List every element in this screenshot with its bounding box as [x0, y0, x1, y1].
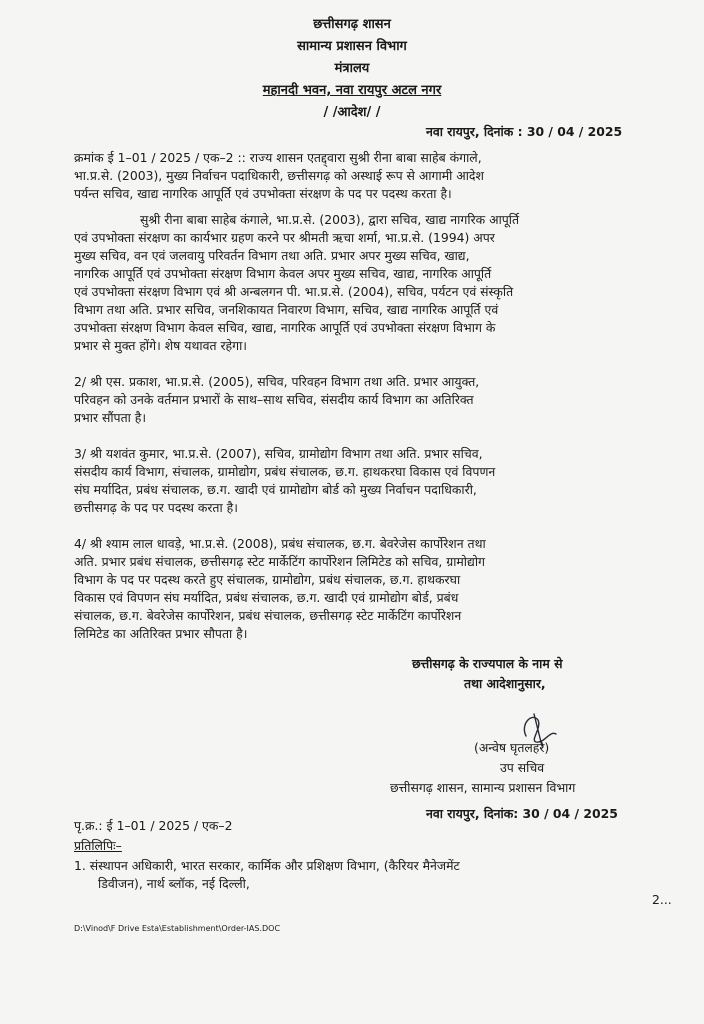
- para1-line: नागरिक आपूर्ति एवं उपभोक्ता संरक्षण विभाग केवल अपर मुख्य सचिव, खाद्य, नागरिक आपूर्ति: [74, 266, 492, 281]
- signatory-designation: उप सचिव: [500, 760, 545, 775]
- governor-order-line: छत्तीसगढ़ के राज्यपाल के नाम से: [412, 656, 563, 671]
- signatory-date: नवा रायपुर, दिनांक: 30 / 04 / 2025: [426, 806, 618, 821]
- para2-line: परिवहन को उनके वर्तमान प्रभारों के साथ–साथ सचिव, संसदीय कार्य विभाग का अतिरिक्त: [74, 392, 474, 407]
- para1-line: मुख्य सचिव, वन एवं जलवायु परिवर्तन विभाग तथा अति. प्रभार अपर मुख्य सचिव, खाद्य,: [74, 248, 470, 263]
- copy-item-line: डिवीजन), नार्थ ब्लॉक, नई दिल्ली,: [98, 876, 250, 891]
- para4-line: संचालक, छ.ग. बेवरेजेस कार्पोरेशन, प्रबंध संचालक, छत्तीसगढ़ स्टेट मार्केटिंग कार्पोरेशन: [74, 608, 462, 623]
- para3-line: संघ मर्यादित, प्रबंध संचालक, छ.ग. खादी एवं ग्रामोद्योग बोर्ड को मुख्य निर्वाचन पदाधिकारी,: [74, 482, 477, 497]
- next-page-marker: 2...: [652, 892, 672, 907]
- para1-line: क्रमांक ई 1–01 / 2025 / एक–2 :: राज्य शासन एतद्द्वारा सुश्री रीना बाबा साहेब कंगाले,: [74, 150, 482, 165]
- para1-line: एवं उपभोक्ता संरक्षण का कार्यभार ग्रहण करने पर श्रीमती ऋचा शर्मा, भा.प्र.से. (1994) अपर: [74, 230, 495, 245]
- para1-line: सुश्री रीना बाबा साहेब कंगाले, भा.प्र.से. (2003), द्वारा सचिव, खाद्य नागरिक आपूर्ति: [140, 212, 520, 227]
- signatory-name: (अन्वेष घृतलहरे): [474, 740, 550, 755]
- header-department: सामान्य प्रशासन विभाग: [297, 39, 407, 54]
- para4-line: विभाग के पद पर पदस्थ करते हुए संचालक, ग्रामोद्योग, प्रबंध संचालक, छ.ग. हाथकरघा: [74, 572, 461, 587]
- para2-line: 2/ श्री एस. प्रकाश, भा.प्र.से. (2005), सचिव, परिवहन विभाग तथा अति. प्रभार आयुक्त,: [74, 374, 480, 389]
- signatory-department: छत्तीसगढ़ शासन, सामान्य प्रशासन विभाग: [390, 780, 576, 795]
- copy-item-line: 1. संस्थापन अधिकारी, भारत सरकार, कार्मिक और प्रशिक्षण विभाग, (कैरियर मैनेजमेंट: [74, 858, 460, 873]
- para3-line: संसदीय कार्य विभाग, संचालक, ग्रामोद्योग, प्रबंध संचालक, छ.ग. हाथकरघा विकास एवं विपणन: [74, 464, 496, 479]
- governor-order-line: तथा आदेशानुसार,: [464, 676, 546, 691]
- para3-line: 3/ श्री यशवंत कुमार, भा.प्र.से. (2007), सचिव, ग्रामोद्योग विभाग तथा अति. प्रभार सचिव,: [74, 446, 483, 461]
- para1-line: एवं उपभोक्ता संरक्षण विभाग एवं श्री अन्बलगन पी. भा.प्र.से. (2004), सचिव, पर्यटन एवं संस्कृति: [74, 284, 514, 299]
- para4-line: विकास एवं विपणन संघ मर्यादित, प्रबंध संचालक, छ.ग. खादी एवं ग्रामोद्योग बोर्ड, प्रबंध: [74, 590, 459, 605]
- header-government: छत्तीसगढ़ शासन: [313, 17, 391, 32]
- header-ministry: मंत्रालय: [334, 61, 370, 76]
- para2-line: प्रभार सौंपता है।: [74, 410, 147, 425]
- copy-to-heading: प्रतिलिपिः–: [74, 838, 122, 853]
- para1-line: उपभोक्ता संरक्षण विभाग केवल सचिव, खाद्य, नागरिक आपूर्ति एवं उपभोक्ता संरक्षण विभाग के: [74, 320, 496, 335]
- para4-line: 4/ श्री श्याम लाल धावड़े, भा.प्र.से. (2008), प्रबंध संचालक, छ.ग. बेवरेजेस कार्पोरेशन तथा: [74, 536, 486, 551]
- endorsement-reference: पृ.क्र.: ई 1–01 / 2025 / एक–2: [74, 818, 233, 833]
- para1-line: पर्यन्त सचिव, खाद्य नागरिक आपूर्ति एवं उपभोक्ता संरक्षण के पद पर पदस्थ करता है।: [74, 186, 452, 201]
- header-order-title: / /आदेश/ /: [323, 105, 381, 120]
- header-address: महानदी भवन, नवा रायपुर अटल नगर: [262, 83, 442, 98]
- para3-line: छत्तीसगढ़ के पद पर पदस्थ करता है।: [74, 500, 238, 515]
- para1-line: भा.प्र.से. (2003), मुख्य निर्वाचन पदाधिकारी, छत्तीसगढ़ को अस्थाई रूप से आगामी आदेश: [74, 168, 484, 183]
- para1-line: विभाग तथा अति. प्रभार सचिव, जनशिकायत निवारण विभाग, सचिव, खाद्य नागरिक आपूर्ति एवं: [74, 302, 499, 317]
- file-path: D:\Vinod\F Drive Esta\Establishment\Order-IAS.DOC: [74, 924, 281, 933]
- para4-line: लिमिटेड का अतिरिक्त प्रभार सौपता है।: [74, 626, 248, 641]
- order-date: नवा रायपुर, दिनांक : 30 / 04 / 2025: [426, 124, 623, 139]
- para4-line: अति. प्रभार प्रबंध संचालक, छत्तीसगढ़ स्टेट मार्केटिंग कार्पोरेशन लिमिटेड को सचिव, ग्रामोद्योग: [74, 554, 486, 569]
- para1-line: प्रभार से मुक्त होंगे। शेष यथावत रहेगा।: [74, 338, 247, 353]
